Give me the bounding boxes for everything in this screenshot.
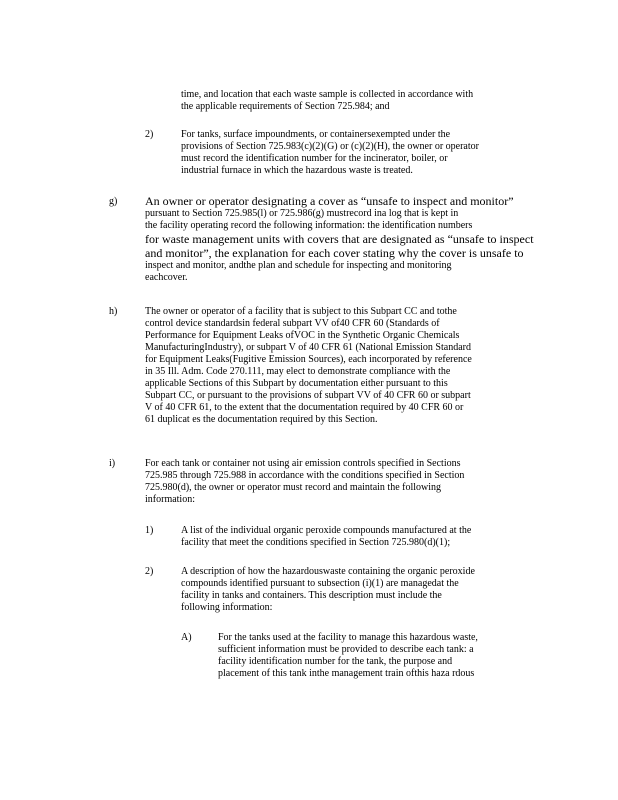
item-label-2b: 2) xyxy=(145,566,154,577)
text-line: applicable Sections of this Subpart by documentation either pursuant to this xyxy=(145,378,448,389)
continuation-text xyxy=(181,89,531,113)
section-h-text xyxy=(145,306,533,426)
text-line: ManufacturingIndustry), or subpart V of 40 CFR 61 (National Emission Standard xyxy=(145,342,471,353)
text-line: V of 40 CFR 61, to the extent that the documentation required by 40 CFR 60 or xyxy=(145,402,464,413)
text-line: control device standardsin federal subpart VV of40 CFR 60 (Standards of xyxy=(145,318,440,329)
text-line: placement of this tank inthe management train ofthis haza rdous xyxy=(218,668,475,679)
subitem-label-a: A) xyxy=(181,632,192,643)
text-line: For each tank or container not using air emission controls specified in Sections xyxy=(145,458,461,469)
text-line: A list of the individual organic peroxide compounds manufactured at the xyxy=(181,525,472,536)
item-label-1: 1) xyxy=(145,525,154,536)
text-line: following information: xyxy=(181,602,273,613)
section-label-g: g) xyxy=(109,196,118,207)
item-2-text xyxy=(181,129,533,177)
text-line: sufficient information must be provided to describe each tank: a xyxy=(218,644,474,655)
section-label-h: h) xyxy=(109,306,118,317)
text-line: for Equipment Leaks(Fugitive Emission Sources), each incorporated by reference xyxy=(145,354,472,365)
text-line: inspect and monitor, andthe plan and schedule for inspecting and monitoring xyxy=(145,260,452,271)
text-line: provisions of Section 725.983(c)(2)(G) or (c)(2)(H), the owner or operator xyxy=(181,141,479,152)
text-line: facility identification number for the tank, the purpose and xyxy=(218,656,453,667)
item-label-2: 2) xyxy=(145,129,154,140)
text-line: the applicable requirements of Section 725.984; and xyxy=(181,101,390,112)
text-line: compounds identified pursuant to subsection (i)(1) are managedat the xyxy=(181,578,459,589)
text-line: For tanks, surface impoundments, or containersexempted under the xyxy=(181,129,451,140)
text-line: A description of how the hazardouswaste containing the organic peroxide xyxy=(181,566,475,577)
text-line: pursuant to Section 725.985(l) or 725.986(g) mustrecord ina log that is kept in xyxy=(145,208,459,219)
text-line: facility that meet the conditions specified in Section 725.980(d)(1); xyxy=(181,537,451,548)
text-line: An owner or operator designating a cover as “unsafe to inspect and monitor” xyxy=(145,194,514,208)
text-line: and monitor”, the explanation for each cover stating why the cover is unsafe to xyxy=(145,246,524,260)
text-line: must record the identification number for the incinerator, boiler, or xyxy=(181,153,448,164)
text-line: information: xyxy=(145,494,195,505)
section-label-i: i) xyxy=(109,458,116,469)
text-line: eachcover. xyxy=(145,272,188,283)
section-g-text xyxy=(145,194,533,284)
text-line: for waste management units with covers that are designated as “unsafe to inspect xyxy=(145,232,534,246)
section-i-text xyxy=(145,458,533,506)
text-line: For the tanks used at the facility to manage this hazardous waste, xyxy=(218,632,478,643)
text-line: 725.985 through 725.988 in accordance with the conditions specified in Section xyxy=(145,470,465,481)
item-i1-text xyxy=(181,525,533,549)
text-line: in 35 Ill. Adm. Code 270.111, may elect to demonstrate compliance with the xyxy=(145,366,451,377)
subitem-a-text xyxy=(218,632,533,680)
text-line: time, and location that each waste sample is collected in accordance with xyxy=(181,89,474,100)
text-line: The owner or operator of a facility that is subject to this Subpart CC and tothe xyxy=(145,306,457,317)
text-line: Subpart CC, or pursuant to the provisions of subpart VV of 40 CFR 60 or subpart xyxy=(145,390,471,401)
text-line: 61 duplicat es the documentation required by this Section. xyxy=(145,414,378,425)
text-line: Performance for Equipment Leaks ofVOC in the Synthetic Organic Chemicals xyxy=(145,330,460,341)
text-line: 725.980(d), the owner or operator must record and maintain the following xyxy=(145,482,442,493)
text-line: the facility operating record the following information: the identification numbers xyxy=(145,220,473,231)
item-i2-text xyxy=(181,566,533,614)
text-line: facility in tanks and containers. This description must include the xyxy=(181,590,442,601)
text-line: industrial furnace in which the hazardous waste is treated. xyxy=(181,165,413,176)
